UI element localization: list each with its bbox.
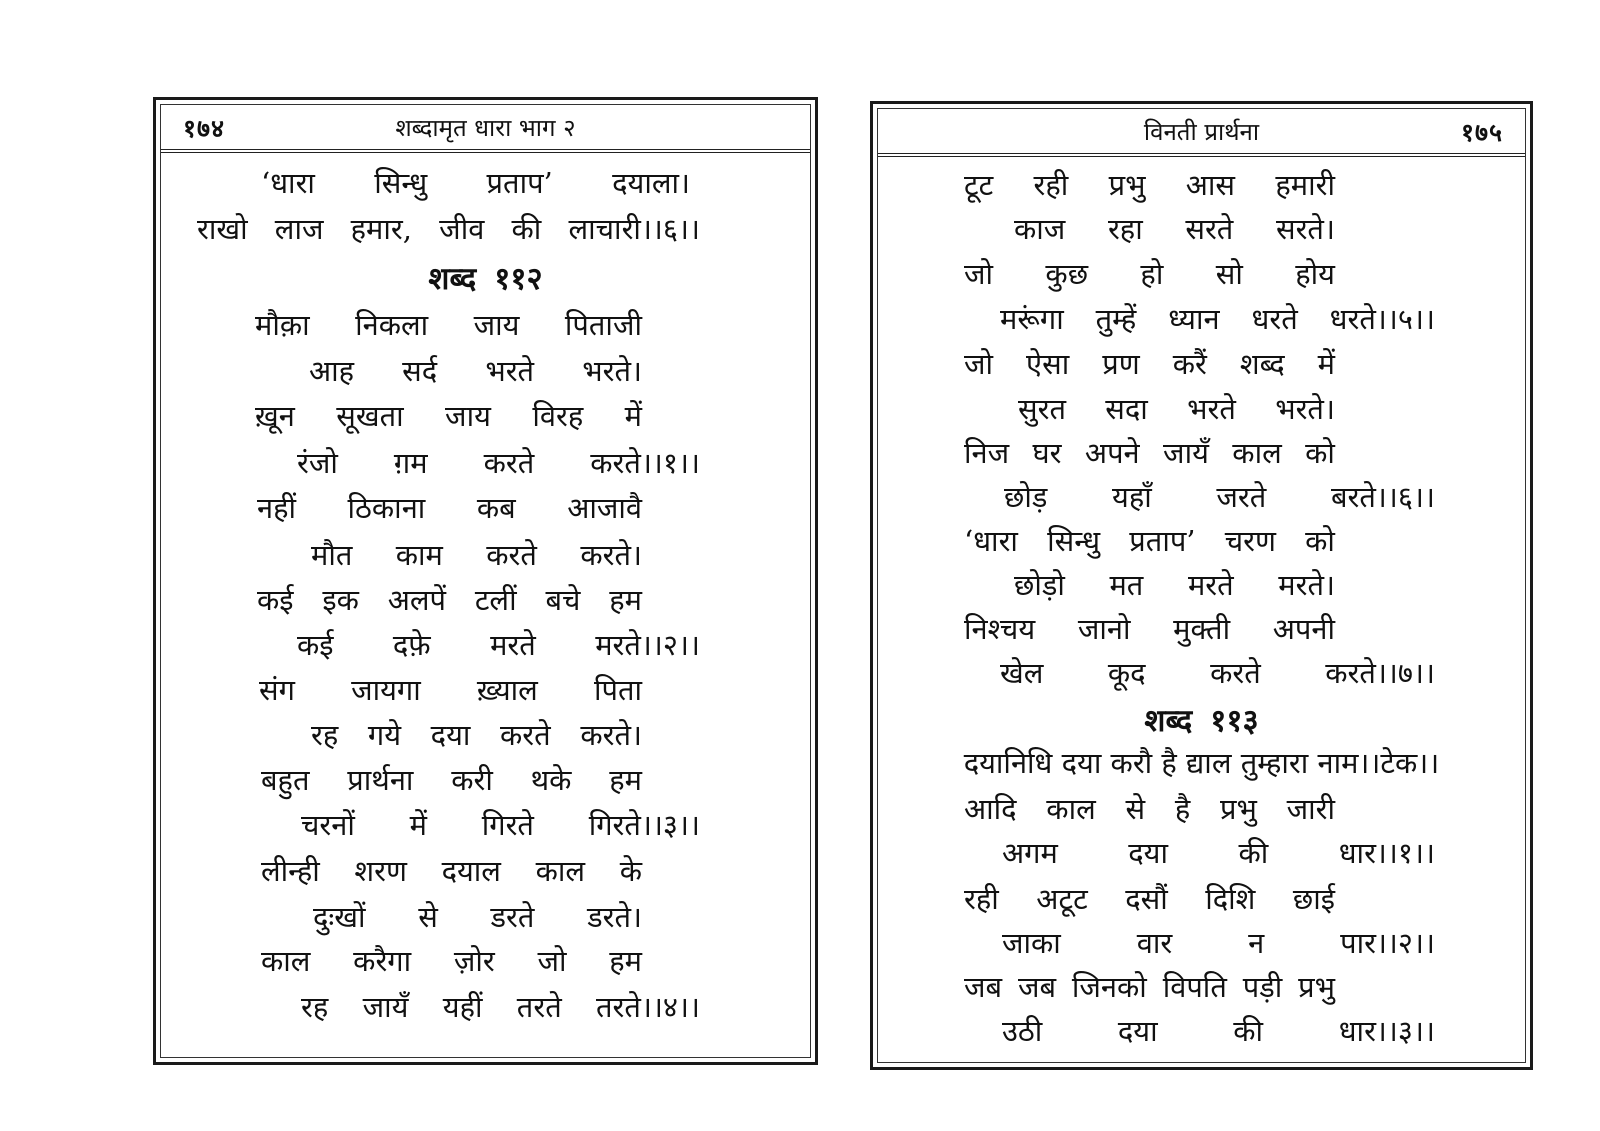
verse-word: लाज	[274, 212, 324, 246]
verse-word: ११३	[1210, 703, 1259, 739]
right-running-title: विनती प्रार्थना	[1143, 117, 1260, 146]
verse-word: रही	[1033, 168, 1069, 202]
right-verse-line	[964, 433, 1335, 472]
verse-word: जीव	[439, 212, 485, 246]
verse-word: प्रताप’	[486, 166, 553, 200]
verse-word: शब्द	[1239, 347, 1285, 381]
verse-word: गिरते	[481, 808, 534, 842]
verse-word: करी	[451, 763, 493, 797]
verse-word: जायगा	[351, 673, 421, 707]
verse-word: सिन्धु	[1047, 524, 1101, 558]
verse-word: में	[624, 399, 642, 433]
verse-word: करते।।७।।	[1325, 656, 1435, 690]
verse-word: शब्द	[1144, 703, 1193, 739]
verse-word: आह	[309, 354, 355, 388]
verse-word: ठिकाना	[347, 491, 426, 525]
right-verse-line	[964, 521, 1335, 560]
verse-word: करते।	[580, 538, 642, 572]
right-verse-line	[1014, 209, 1335, 248]
verse-word: जो	[964, 257, 994, 291]
verse-word: दयाला।	[612, 166, 690, 200]
verse-word: सदा	[1105, 392, 1148, 426]
verse-word: कुछ	[1045, 257, 1089, 291]
verse-word: प्रण	[1102, 347, 1140, 381]
left-verse-line	[255, 396, 642, 435]
verse-word: मरते	[1187, 568, 1234, 602]
verse-word: ख़्याल	[476, 673, 538, 707]
verse-word: है	[1174, 792, 1191, 826]
right-verse-line	[964, 344, 1335, 383]
verse-word: रहा	[1107, 212, 1143, 246]
verse-word: में	[1317, 347, 1335, 381]
verse-word: करते	[1210, 656, 1261, 690]
verse-word: डरते।	[587, 900, 642, 934]
right-verse-line	[898, 743, 1505, 782]
verse-word: चरण	[1224, 524, 1276, 558]
verse-word: दया	[430, 718, 471, 752]
verse-word: मुक्ती	[1173, 612, 1231, 646]
verse-word: बचे	[545, 583, 581, 617]
verse-word: निश्चय	[964, 612, 1036, 646]
verse-word: करते।।१।।	[590, 446, 700, 480]
verse-word: बरते।।६।।	[1330, 480, 1435, 514]
verse-word: कई	[257, 583, 294, 617]
verse-word: भरते	[1187, 392, 1236, 426]
verse-word: दुःखों	[313, 900, 366, 934]
verse-word: काल	[535, 854, 586, 888]
verse-word: अटूट	[1036, 882, 1088, 916]
verse-word: आजावै	[567, 491, 642, 525]
left-verse-line	[297, 443, 700, 482]
left-verse-line	[261, 760, 642, 799]
verse-word: जब	[964, 970, 1003, 1004]
verse-word: जिनको	[1071, 970, 1147, 1004]
verse-word: मत	[1109, 568, 1144, 602]
verse-word: मौत	[311, 538, 353, 572]
verse-word: से	[1125, 792, 1146, 826]
verse-word: दिशि	[1205, 882, 1256, 916]
verse-word: रह	[311, 718, 339, 752]
verse-word: की	[1233, 1014, 1264, 1048]
verse-word: राखो	[197, 212, 248, 246]
left-verse-line	[261, 163, 690, 202]
verse-word: करते	[500, 718, 551, 752]
verse-word: कूद	[1107, 656, 1146, 690]
verse-word: टलीं	[474, 583, 517, 617]
verse-word: जब	[1017, 970, 1057, 1004]
verse-word: थके	[530, 763, 572, 797]
right-verse-line	[1002, 1011, 1435, 1050]
verse-word: नहीं	[257, 491, 297, 525]
verse-word: वार	[1136, 926, 1173, 960]
verse-word: भरते।	[1275, 392, 1335, 426]
verse-word: को	[1305, 436, 1335, 470]
verse-word: दसौं	[1125, 882, 1168, 916]
verse-word: प्रताप’	[1129, 524, 1196, 558]
verse-word: कई	[297, 628, 334, 662]
verse-word: आदि	[964, 792, 1017, 826]
verse-word: होय	[1295, 257, 1335, 291]
verse-word: अगम	[1002, 836, 1058, 870]
verse-word: ज़ोर	[453, 944, 495, 978]
verse-word: अपनी	[1272, 612, 1335, 646]
left-verse-line	[301, 987, 700, 1026]
verse-word: करते	[486, 538, 537, 572]
verse-word: सो	[1215, 257, 1243, 291]
verse-word: गये	[367, 718, 402, 752]
verse-word: जो	[537, 944, 567, 978]
right-shabd-heading	[878, 699, 1525, 741]
left-verse-line	[257, 488, 642, 527]
verse-word: सर्द	[402, 354, 438, 388]
verse-word: जो	[964, 347, 994, 381]
verse-word: भरते	[485, 354, 535, 388]
verse-word: प्रभु	[1298, 970, 1335, 1004]
right-page-number: १७५	[1460, 118, 1503, 147]
left-verse-line	[311, 535, 642, 574]
verse-word: गिरते।।३।।	[588, 808, 700, 842]
verse-word: मौक़ा	[255, 308, 310, 342]
verse-word: सुरत	[1018, 392, 1066, 426]
verse-word: करते।	[580, 718, 642, 752]
verse-word: छोड़	[1004, 480, 1048, 514]
verse-word: लाचारी।।६।।	[568, 212, 700, 246]
verse-word: निकला	[355, 308, 429, 342]
left-page-header	[161, 105, 810, 150]
verse-word: संग	[259, 673, 295, 707]
verse-word: करैं	[1172, 347, 1207, 381]
verse-word: दया	[1128, 836, 1169, 870]
verse-word: करते	[483, 446, 535, 480]
right-page-header	[878, 109, 1525, 154]
right-verse-line	[1000, 653, 1435, 692]
verse-word: ध्यान	[1168, 302, 1220, 336]
left-running-title: शब्दामृत धारा भाग २	[395, 113, 576, 142]
verse-word: अपने	[1084, 436, 1140, 470]
verse-word: हम	[609, 763, 642, 797]
verse-word: मरते।	[1278, 568, 1335, 602]
verse-text: दयानिधि दया करौ है द्याल तुम्हारा नाम।।टेक।।	[963, 746, 1440, 780]
verse-word: दयाल	[441, 854, 501, 888]
verse-word: के	[619, 854, 642, 888]
verse-word: जाय	[473, 308, 520, 342]
verse-word: जारी	[1286, 792, 1335, 826]
verse-word: हम	[609, 944, 642, 978]
verse-word: हमारी	[1275, 168, 1335, 202]
left-page-number: १७४	[183, 114, 226, 143]
verse-word: सिन्धु	[374, 166, 428, 200]
verse-word: खेल	[1000, 656, 1044, 690]
verse-word: प्रभु	[1108, 168, 1146, 202]
verse-word: टूट	[964, 168, 994, 202]
verse-word: प्रार्थना	[347, 763, 414, 797]
verse-word: प्रभु	[1219, 792, 1257, 826]
right-verse-line	[964, 609, 1335, 648]
left-verse-line	[257, 580, 642, 619]
verse-word: काल	[261, 944, 311, 978]
verse-word: जायँ	[1163, 436, 1209, 470]
verse-word: धार।।३।।	[1338, 1014, 1435, 1048]
verse-word: हम	[609, 583, 642, 617]
verse-word: सरते	[1185, 212, 1234, 246]
verse-word: अलपें	[387, 583, 446, 617]
verse-word: रह	[301, 990, 329, 1024]
verse-word: जानो	[1077, 612, 1131, 646]
left-verse-line	[261, 941, 642, 980]
verse-word: छाई	[1292, 882, 1335, 916]
verse-word: छोड़ो	[1014, 568, 1065, 602]
verse-word: रही	[964, 882, 999, 916]
left-page	[153, 97, 818, 1065]
verse-word: लीन्ही	[261, 854, 320, 888]
right-verse-line	[1004, 477, 1435, 516]
right-verse-line	[964, 967, 1335, 1006]
verse-word: से	[418, 900, 438, 934]
verse-word: भरते।	[582, 354, 642, 388]
verse-word: की	[511, 212, 542, 246]
verse-word: सूखता	[336, 399, 404, 433]
verse-word: हो	[1140, 257, 1164, 291]
right-verse-line	[1002, 833, 1435, 872]
left-verse-line	[261, 851, 642, 890]
verse-word: धरते	[1251, 302, 1298, 336]
verse-word: इक	[322, 583, 359, 617]
right-verse-line	[964, 789, 1335, 828]
left-page-frame	[160, 104, 811, 1058]
left-shabd-heading	[161, 257, 810, 299]
right-page	[870, 101, 1533, 1070]
left-verse-line	[197, 209, 700, 248]
verse-word: पड़ी	[1242, 970, 1283, 1004]
left-verse-line	[313, 897, 642, 936]
verse-word: यहाँ	[1112, 480, 1152, 514]
verse-word: शरण	[354, 854, 407, 888]
verse-word: पिताजी	[564, 308, 642, 342]
verse-word: विरह	[532, 399, 584, 433]
verse-word: ११२	[494, 261, 543, 297]
left-verse-line	[255, 305, 642, 344]
verse-word: बहुत	[261, 763, 310, 797]
left-verse-line	[311, 715, 642, 754]
verse-word: उठी	[1002, 1014, 1043, 1048]
verse-word: कब	[476, 491, 516, 525]
left-verse-line	[297, 625, 700, 664]
verse-word: चरनों	[301, 808, 355, 842]
verse-word: तरते।।४।।	[596, 990, 700, 1024]
verse-word: मरते	[490, 628, 536, 662]
right-page-frame	[877, 108, 1526, 1063]
verse-word: सरते।	[1275, 212, 1335, 246]
right-verse-line	[1018, 389, 1335, 428]
right-verse-line	[1000, 299, 1435, 338]
verse-word: धार।।१।।	[1338, 836, 1435, 870]
verse-word: ‘धारा	[261, 166, 315, 200]
verse-word: दया	[1117, 1014, 1158, 1048]
verse-word: ग़म	[393, 446, 428, 480]
verse-word: ‘धारा	[964, 524, 1018, 558]
verse-word: काज	[1014, 212, 1066, 246]
verse-word: निज	[964, 436, 1010, 470]
verse-word: यहीं	[442, 990, 483, 1024]
verse-word: जरते	[1216, 480, 1267, 514]
right-verse-line	[964, 879, 1335, 918]
left-verse-line	[309, 351, 642, 390]
verse-word: ऐसा	[1026, 347, 1070, 381]
left-verse-line	[259, 670, 642, 709]
verse-word: रंजो	[297, 446, 338, 480]
verse-word: को	[1305, 524, 1335, 558]
verse-word: करैगा	[353, 944, 412, 978]
verse-word: आस	[1185, 168, 1236, 202]
verse-word: जायँ	[362, 990, 409, 1024]
verse-word: न	[1248, 926, 1265, 960]
right-verse-line	[1002, 923, 1435, 962]
verse-word: जाका	[1002, 926, 1061, 960]
verse-word: काल	[1232, 436, 1282, 470]
verse-word: विपति	[1162, 970, 1227, 1004]
verse-word: जाय	[445, 399, 491, 433]
right-verse-line	[964, 165, 1335, 204]
verse-word: धरते।।५।।	[1329, 302, 1435, 336]
verse-word: काल	[1046, 792, 1096, 826]
left-verse-line	[301, 805, 700, 844]
verse-word: तरते	[516, 990, 562, 1024]
verse-word: हमार,	[350, 212, 412, 246]
verse-word: तुम्हें	[1095, 302, 1137, 336]
verse-word: घर	[1032, 436, 1062, 470]
verse-word: की	[1238, 836, 1269, 870]
verse-word: मरूंगा	[1000, 302, 1064, 336]
verse-word: पिता	[593, 673, 642, 707]
verse-word: पार।।२।।	[1340, 926, 1435, 960]
verse-word: दफ़े	[392, 628, 431, 662]
verse-word: ख़ून	[255, 399, 295, 433]
right-verse-line	[1014, 565, 1335, 604]
right-verse-line	[964, 254, 1335, 293]
verse-word: में	[409, 808, 427, 842]
verse-word: डरते	[490, 900, 535, 934]
verse-word: मरते।।२।।	[595, 628, 700, 662]
verse-word: शब्द	[428, 261, 477, 297]
verse-word: काम	[395, 538, 443, 572]
